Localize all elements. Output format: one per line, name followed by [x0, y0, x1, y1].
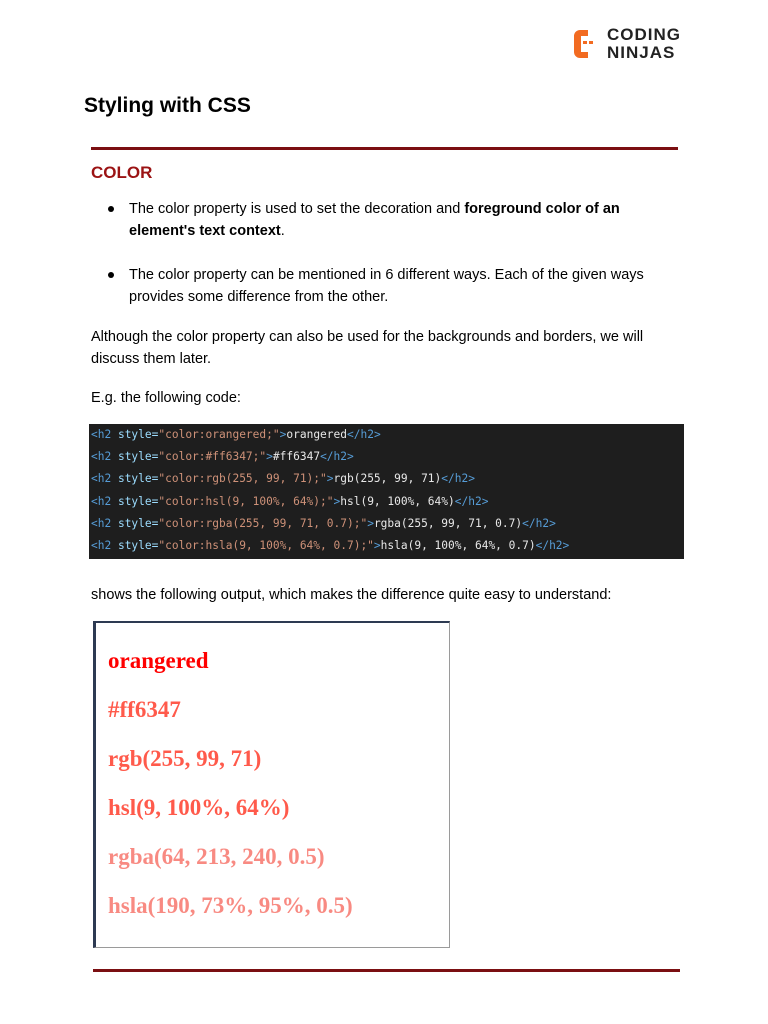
list-item: [91, 264, 681, 308]
bullet-dot-icon: [108, 272, 114, 278]
code-line: <h2 style="color:hsl(9, 100%, 64%);">hsl(9, 100%, 64%)</h2>: [91, 494, 489, 508]
code-line: <h2 style="color:rgba(255, 99, 71, 0.7);">rgba(255, 99, 71, 0.7)</h2>: [91, 516, 556, 530]
logo-line-1: CODING: [607, 25, 681, 44]
code-line: <h2 style="color:orangered;">orangered</h2>: [91, 428, 381, 441]
logo-wordmark: [607, 26, 681, 62]
paragraph-output-intro: shows the following output, which makes the difference quite easy to understand:: [91, 587, 612, 603]
output-line: hsla(190, 73%, 95%, 0.5): [108, 893, 353, 918]
page-title: Styling with CSS: [84, 94, 251, 117]
output-line: rgb(255, 99, 71): [108, 746, 262, 771]
bullet-text: The color property can be mentioned in 6 different ways. Each of the given ways provides some difference from the other.: [129, 267, 644, 305]
output-line: rgba(64, 213, 240, 0.5): [108, 844, 325, 869]
output-preview: [93, 621, 450, 948]
section-heading: COLOR: [91, 163, 153, 182]
output-line: orangered: [108, 648, 209, 673]
logo-line-2: NINJAS: [607, 43, 676, 62]
bullet-text-pre: The color property is used to set the decoration and: [129, 201, 465, 217]
output-line: #ff6347: [108, 697, 181, 722]
code-line: <h2 style="color:hsla(9, 100%, 64%, 0.7);">hsla(9, 100%, 64%, 0.7)</h2>: [91, 538, 570, 552]
paragraph-backgrounds: Although the color property can also be used for the backgrounds and borders, we will discuss them later.: [91, 329, 644, 367]
bullet-list: [91, 198, 681, 308]
list-item: [91, 198, 681, 242]
bottom-divider: [93, 969, 680, 972]
code-line: <h2 style="color:rgb(255, 99, 71);">rgb(255, 99, 71)</h2>: [91, 472, 475, 486]
coding-ninjas-logo: [572, 26, 692, 66]
code-line: <h2 style="color:#ff6347;">#ff6347</h2>: [91, 450, 354, 464]
bullet-text-post: .: [280, 223, 285, 239]
paragraph-example: E.g. the following code:: [91, 390, 241, 406]
bullet-text-bold: foreground color of an element's text context: [129, 201, 620, 239]
ninja-logo-icon: [572, 28, 606, 60]
code-block: [89, 424, 684, 559]
top-divider: [91, 147, 678, 150]
bullet-dot-icon: [108, 206, 114, 212]
output-line: hsl(9, 100%, 64%): [108, 795, 290, 820]
